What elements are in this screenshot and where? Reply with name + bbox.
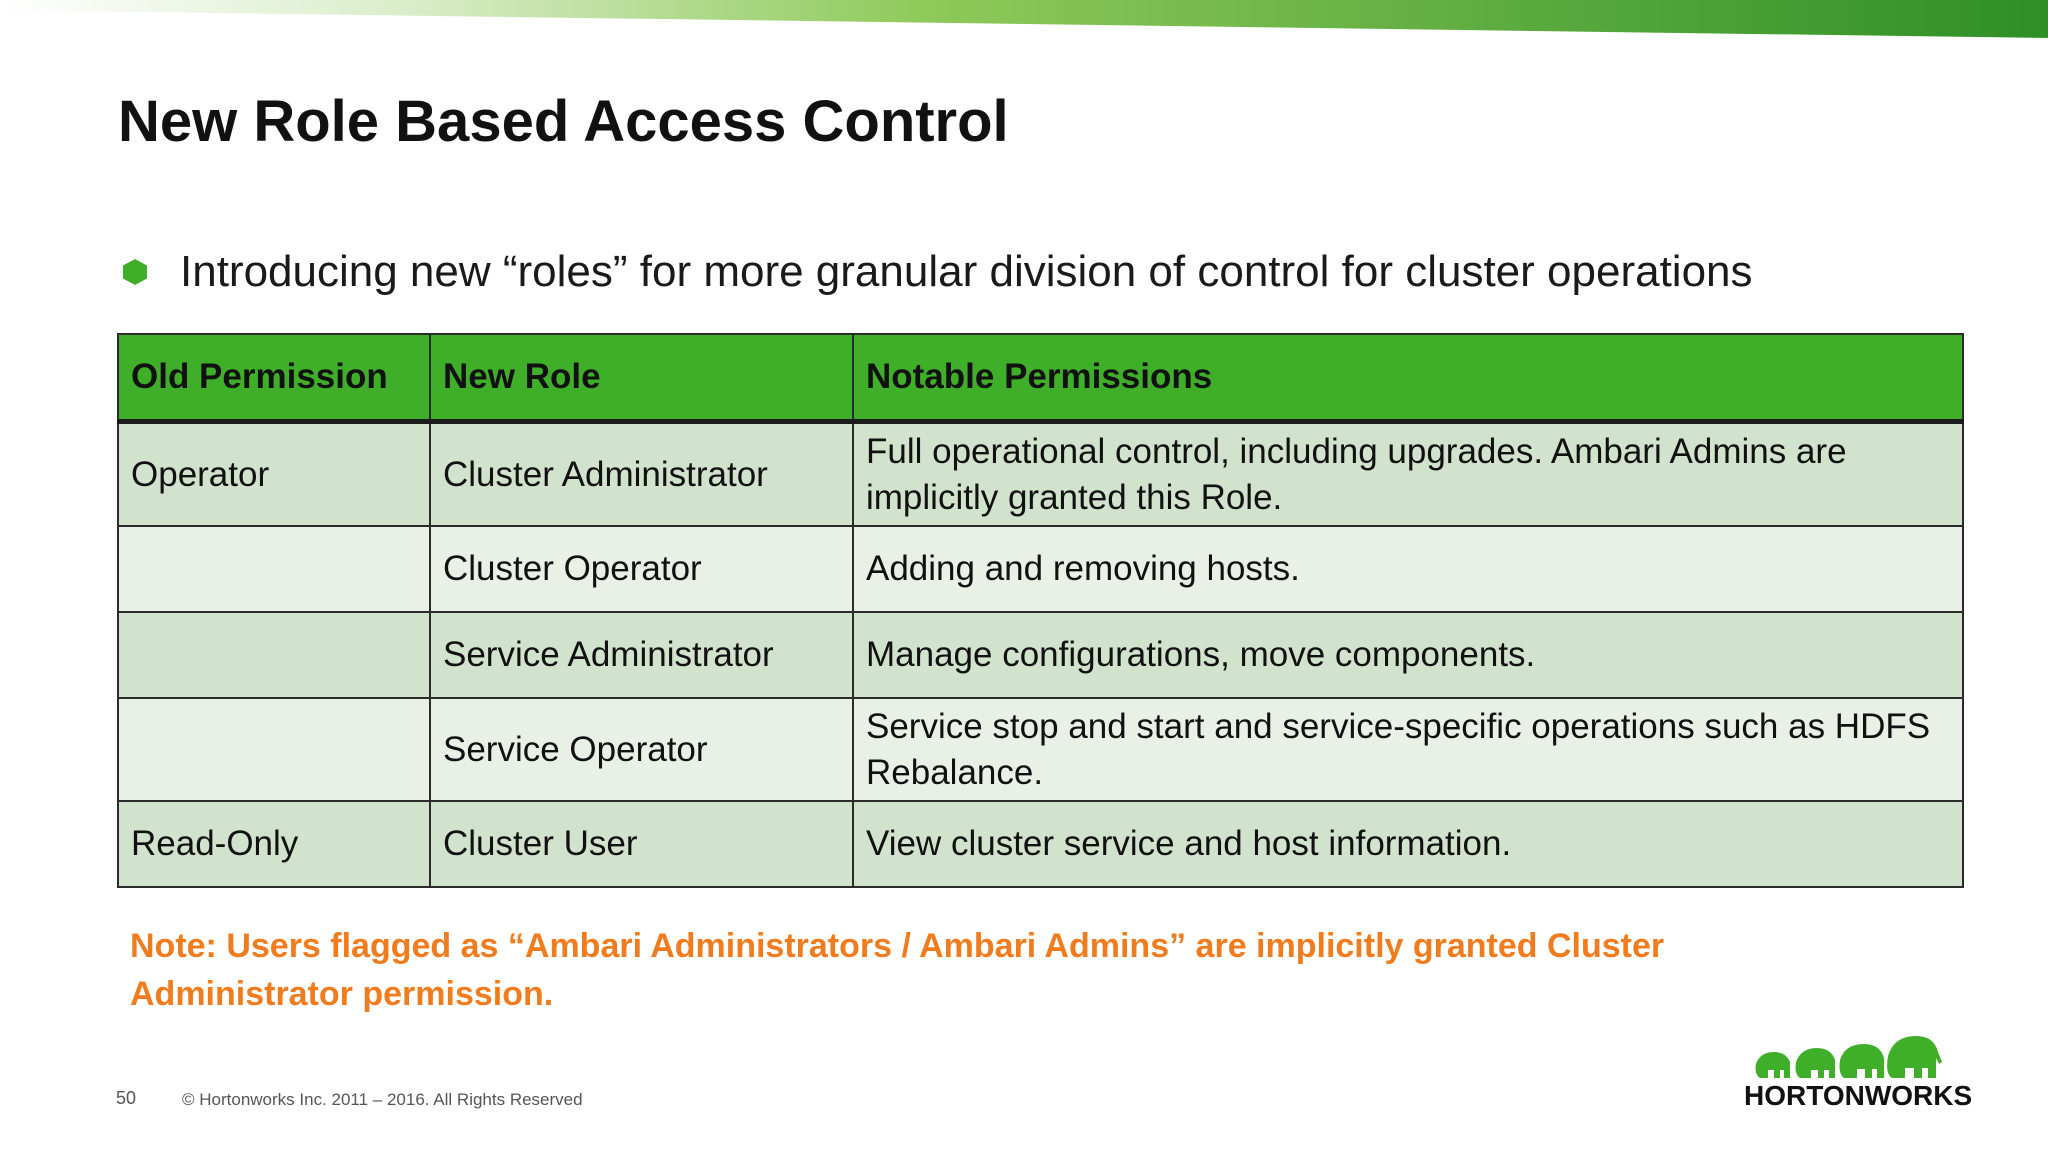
table-row bbox=[118, 801, 1963, 887]
cell-new-role: Service Administrator bbox=[430, 612, 853, 698]
table-row bbox=[118, 612, 1963, 698]
table-row bbox=[118, 422, 1963, 527]
slide-title: New Role Based Access Control bbox=[118, 89, 1009, 154]
cell-notable-permissions: View cluster service and host information. bbox=[853, 801, 1963, 887]
cell-new-role: Cluster User bbox=[430, 801, 853, 887]
cell-old-permission: Read-Only bbox=[118, 801, 430, 887]
cell-new-role: Service Operator bbox=[430, 698, 853, 801]
table-row bbox=[118, 698, 1963, 801]
cell-old-permission bbox=[118, 612, 430, 698]
bullet-item bbox=[122, 242, 1753, 302]
table-header-row bbox=[118, 334, 1963, 422]
cell-new-role: Cluster Administrator bbox=[430, 422, 853, 527]
note-text: Note: Users flagged as “Ambari Administrators / Ambari Admins” are implicitly granted Cluster Administrator permission. bbox=[130, 927, 1665, 1013]
hexagon-bullet-icon bbox=[122, 258, 148, 286]
cell-notable-permissions: Manage configurations, move components. bbox=[853, 612, 1963, 698]
cell-new-role: Cluster Operator bbox=[430, 526, 853, 612]
copyright-text: © Hortonworks Inc. 2011 – 2016. All Rights Reserved bbox=[182, 1090, 583, 1109]
header-new-role: New Role bbox=[430, 334, 853, 422]
cell-notable-permissions: Service stop and start and service-specific operations such as HDFS Rebalance. bbox=[853, 698, 1963, 801]
header-notable-permissions: Notable Permissions bbox=[853, 334, 1963, 422]
cell-old-permission: Operator bbox=[118, 422, 430, 527]
logo-text: HORTONWORKS bbox=[1744, 1080, 1973, 1111]
cell-notable-permissions: Adding and removing hosts. bbox=[853, 526, 1963, 612]
page-number: 50 bbox=[116, 1088, 137, 1108]
header-old-permission: Old Permission bbox=[118, 334, 430, 422]
bullet-text: Introducing new “roles” for more granular division of control for cluster operations bbox=[180, 247, 1753, 296]
cell-old-permission bbox=[118, 698, 430, 801]
roles-table bbox=[117, 333, 1964, 888]
cell-old-permission bbox=[118, 526, 430, 612]
cell-notable-permissions: Full operational control, including upgrades. Ambari Admins are implicitly granted this Role. bbox=[853, 422, 1963, 527]
header-gradient-band bbox=[0, 0, 2048, 40]
table-row bbox=[118, 526, 1963, 612]
